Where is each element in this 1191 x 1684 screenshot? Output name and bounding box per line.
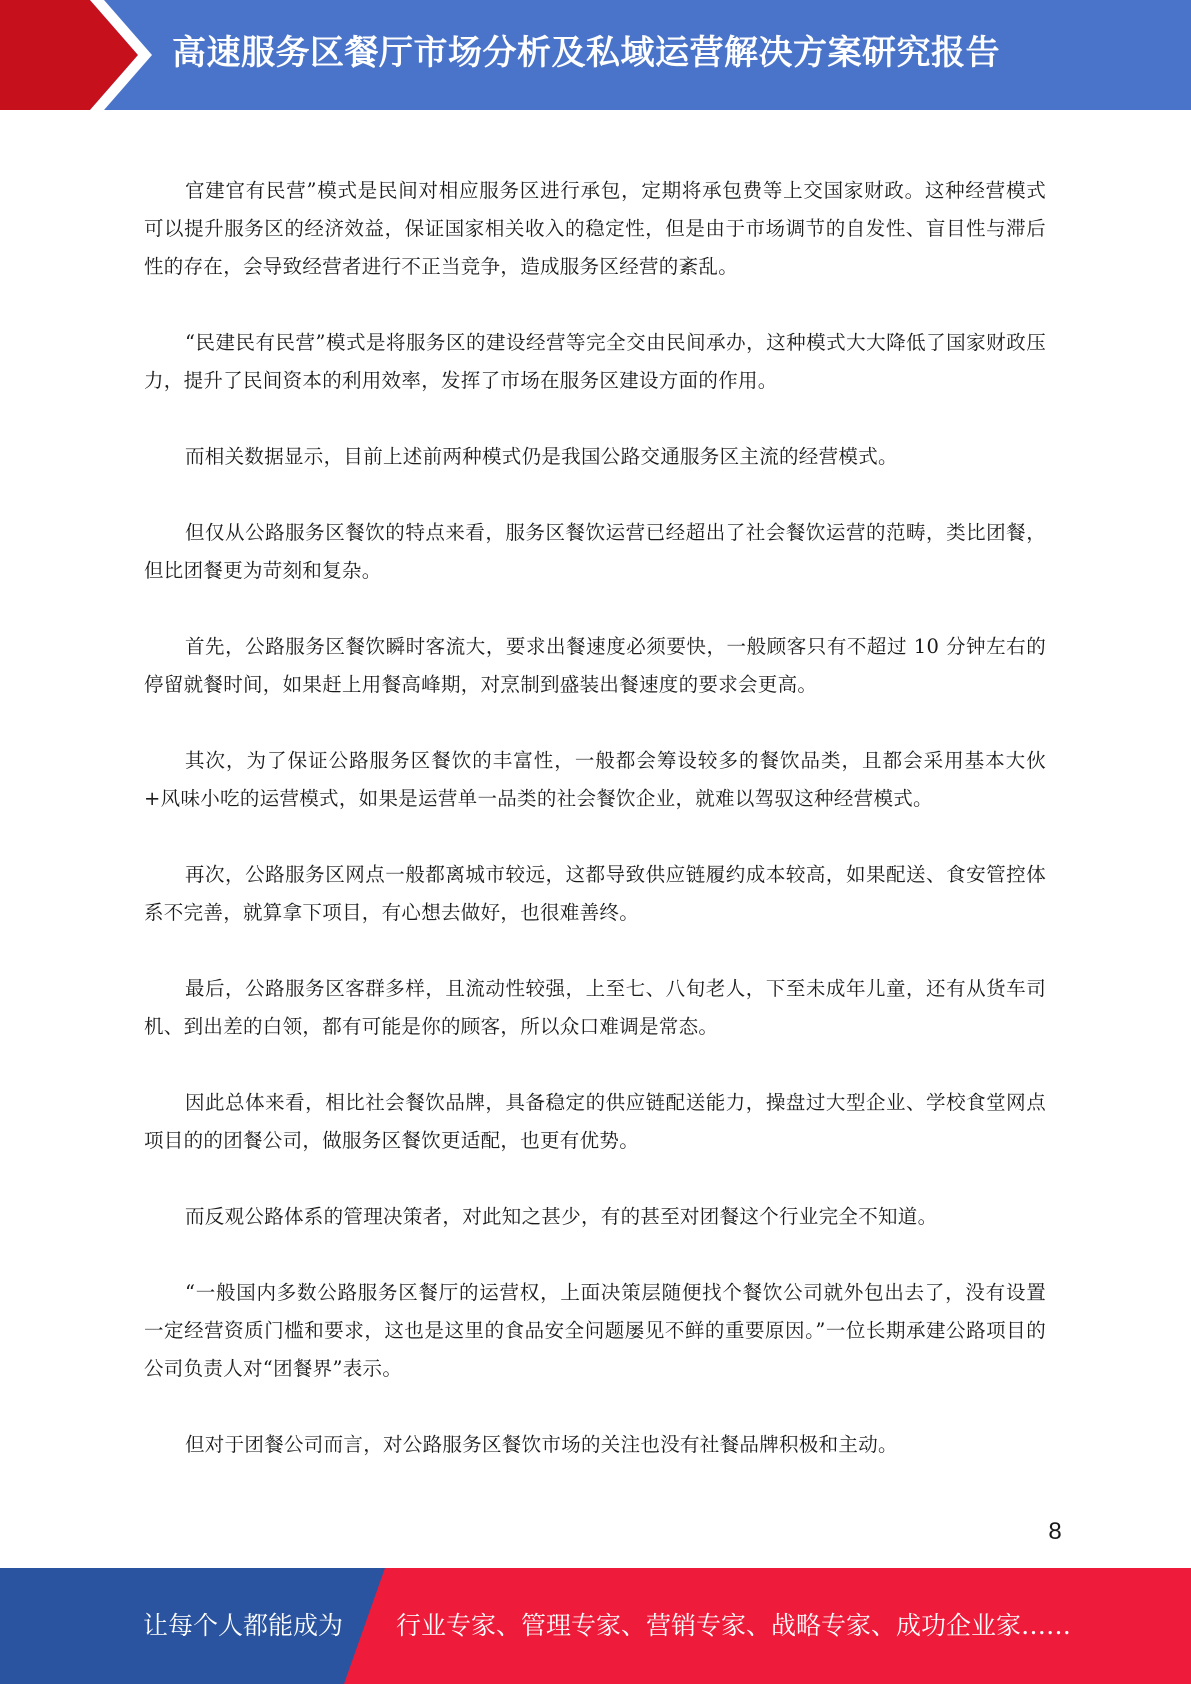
page-number: 8 [1048, 1518, 1062, 1545]
paragraph: 因此总体来看，相比社会餐饮品牌，具备稳定的供应链配送能力，操盘过大型企业、学校食堂网点项目的的团餐公司，做服务区餐饮更适配，也更有优势。 [144, 1091, 1046, 1152]
paragraph: 但对于团餐公司而言，对公路服务区餐饮市场的关注也没有社餐品牌积极和主动。 [185, 1433, 898, 1456]
footer-slogan-lead: 让每个人都能成为 [143, 1611, 344, 1640]
footer-banner [0, 1568, 1191, 1684]
paragraph: 但仅从公路服务区餐饮的特点来看，服务区餐饮运营已经超出了社会餐饮运营的范畴，类比团餐，但比团餐更为苛刻和复杂。 [144, 521, 1046, 582]
footer-slogan-roles: 行业专家、管理专家、营销专家、战略专家、成功企业家…… [396, 1611, 1072, 1640]
paragraph: 最后，公路服务区客群多样，且流动性较强，上至七、八旬老人，下至未成年儿童，还有从货车司机、到出差的白领，都有可能是你的顾客，所以众口难调是常态。 [144, 977, 1046, 1038]
paragraph: “民建民有民营”模式是将服务区的建设经营等完全交由民间承办，这种模式大大降低了国家财政压力，提升了民间资本的利用效率，发挥了市场在服务区建设方面的作用。 [144, 331, 1046, 392]
paragraph: 而相关数据显示，目前上述前两种模式仍是我国公路交通服务区主流的经营模式。 [185, 445, 898, 468]
paragraph: 官建官有民营”模式是民间对相应服务区进行承包，定期将承包费等上交国家财政。这种经营模式可以提升服务区的经济效益，保证国家相关收入的稳定性，但是由于市场调节的自发性、盲目性与滞后性的存在，会导致经营者进行不正当竞争，造成服务区经营的紊乱。 [144, 179, 1046, 278]
paragraph: 首先，公路服务区餐饮瞬时客流大，要求出餐速度必须要快，一般顾客只有不超过 10 分钟左右的停留就餐时间，如果赶上用餐高峰期，对烹制到盛装出餐速度的要求会更高。 [144, 635, 1046, 696]
paragraph: 其次，为了保证公路服务区餐饮的丰富性，一般都会筹设较多的餐饮品类，且都会采用基本大伙+风味小吃的运营模式，如果是运营单一品类的社会餐饮企业，就难以驾驭这种经营模式。 [144, 749, 1046, 810]
article-body [144, 172, 1046, 1502]
paragraph: 再次，公路服务区网点一般都离城市较远，这都导致供应链履约成本较高，如果配送、食安管控体系不完善，就算拿下项目，有心想去做好，也很难善终。 [144, 863, 1046, 924]
header-bar [0, 0, 1191, 110]
paragraph: 而反观公路体系的管理决策者，对此知之甚少，有的甚至对团餐这个行业完全不知道。 [185, 1205, 938, 1228]
page-title: 高速服务区餐厅市场分析及私域运营解决方案研究报告 [172, 33, 1000, 73]
paragraph: “一般国内多数公路服务区餐厅的运营权，上面决策层随便找个餐饮公司就外包出去了，没有设置一定经营资质门槛和要求，这也是这里的食品安全问题屡见不鲜的重要原因。”一位长期承建公路项目的公司负责人对“团餐界”表示。 [144, 1281, 1046, 1380]
